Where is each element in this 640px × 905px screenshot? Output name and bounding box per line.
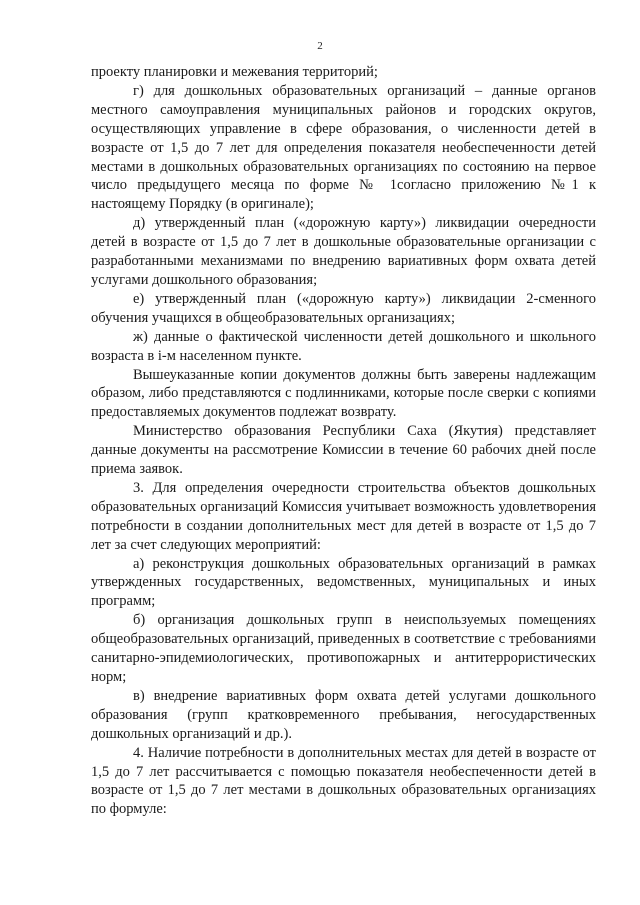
paragraph: в) внедрение вариативных форм охвата детей услугами дошкольного образования (групп кратковременного пребывания, негосударственных дошкольных организаций и др.). xyxy=(91,687,596,742)
document-body xyxy=(91,63,596,819)
paragraph: а) реконструкция дошкольных образовательных организаций в рамках утвержденных государственных, ведомственных, муниципальных и иных программ; xyxy=(91,555,596,610)
paragraph: 3. Для определения очередности строительства объектов дошкольных образовательных организаций Комиссия учитывает возможность удовлетворения потребности в создании дополнительных мест для детей в возрасте от 1,5 до 7 лет за счет следующих мероприятий: xyxy=(91,479,596,553)
paragraph: проекту планировки и межевания территорий; xyxy=(91,64,378,80)
paragraph: Вышеуказанные копии документов должны быть заверены надлежащим образом, либо представляются с подлинниками, которые после сверки с копиями предоставляемых документов подлежат возврату. xyxy=(91,366,596,421)
paragraph: е) утвержденный план («дорожную карту») ликвидации 2-сменного обучения учащихся в общеобразовательных организациях; xyxy=(91,290,596,326)
page-number: 2 xyxy=(317,40,323,52)
paragraph: б) организация дошкольных групп в неиспользуемых помещениях общеобразовательных организаций, приведенных в соответствие с требованиями санитарно-эпидемиологических, противопожарных и антитеррористических норм; xyxy=(91,612,596,685)
paragraph: г) для дошкольных образовательных организаций – данные органов местного самоуправления муниципальных районов и городских округов, осуществляющих управление в сфере образования, о численности детей в возрасте от 1,5 до 7 лет для определения показателя необеспеченности детей местами в дошкольных образовательных организациях по состоянию на первое число предыдущего месяца по форме № 1согласно приложению №1 к настоящему Порядку (в оригинале); xyxy=(91,82,596,213)
paragraph: ж) данные о фактической численности детей дошкольного и школьного возраста в i-м населенном пункте. xyxy=(91,328,596,364)
paragraph: д) утвержденный план («дорожную карту») ликвидации очередности детей в возрасте от 1,5 до 7 лет в дошкольные образовательные организации с разработанными механизмами по внедрению вариативных форм охвата детей услугами дошкольного образования; xyxy=(91,215,596,288)
paragraph: 4. Наличие потребности в дополнительных местах для детей в возрасте от 1,5 до 7 лет рассчитывается с помощью показателя необеспеченности детей в возрасте от 1,5 до 7 лет местами в дошкольных образовательных организациях по формуле: xyxy=(91,744,596,818)
paragraph: Министерство образования Республики Саха (Якутия) представляет данные документы на рассмотрение Комиссии в течение 60 рабочих дней после приема заявок. xyxy=(91,423,596,478)
